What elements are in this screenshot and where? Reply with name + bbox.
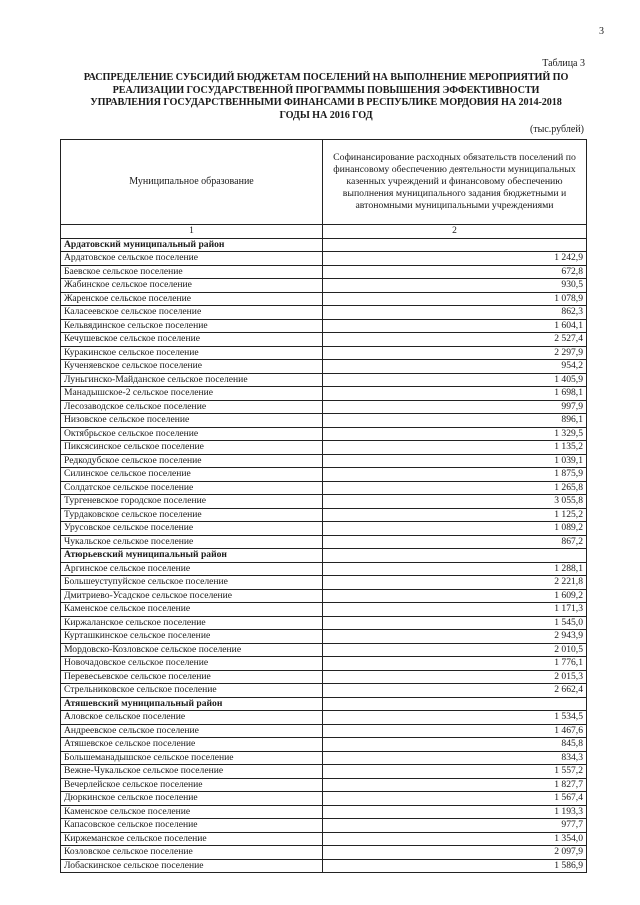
subsidy-value: 1 405,9 bbox=[323, 373, 587, 387]
subsidy-value: 2 097,9 bbox=[323, 846, 587, 860]
district-row bbox=[61, 697, 587, 711]
page-number: 3 bbox=[599, 26, 604, 37]
municipality-name: Кечушевское сельское поселение bbox=[61, 333, 323, 347]
table-row bbox=[61, 387, 587, 401]
subsidy-value: 954,2 bbox=[323, 360, 587, 374]
municipality-name: Большеманадышское сельское поселение bbox=[61, 751, 323, 765]
table-row bbox=[61, 657, 587, 671]
subsidy-value bbox=[323, 549, 587, 563]
municipality-name: Луньгинско-Майданское сельское поселение bbox=[61, 373, 323, 387]
table-row bbox=[61, 535, 587, 549]
subsidy-value: 1 604,1 bbox=[323, 319, 587, 333]
municipality-name: Андреевское сельское поселение bbox=[61, 724, 323, 738]
municipality-name: Большеуступуйское сельское поселение bbox=[61, 576, 323, 590]
subsidy-table bbox=[60, 139, 587, 873]
table-row bbox=[61, 765, 587, 779]
table-row bbox=[61, 319, 587, 333]
subsidy-value: 1 467,6 bbox=[323, 724, 587, 738]
table-row bbox=[61, 643, 587, 657]
table-row bbox=[61, 603, 587, 617]
subsidy-value: 1 557,2 bbox=[323, 765, 587, 779]
subsidy-value: 1 089,2 bbox=[323, 522, 587, 536]
subsidy-value: 1 265,8 bbox=[323, 481, 587, 495]
subsidy-value bbox=[323, 238, 587, 252]
subsidy-value: 1 776,1 bbox=[323, 657, 587, 671]
subsidy-value: 896,1 bbox=[323, 414, 587, 428]
column-header-cofinancing: Софинансирование расходных обязательств поселений по финансовому обеспечению деятельности муниципальных казенных учреждений и финансовому обеспечению выполнения муниципального задания бюджетными и автономными муниципальными учреждениями bbox=[323, 140, 587, 225]
municipality-name: Кельвядинское сельское поселение bbox=[61, 319, 323, 333]
subsidy-value: 1 242,9 bbox=[323, 252, 587, 266]
subsidy-value: 3 055,8 bbox=[323, 495, 587, 509]
municipality-name: Аргинское сельское поселение bbox=[61, 562, 323, 576]
subsidy-value: 930,5 bbox=[323, 279, 587, 293]
municipality-name: Турдаковское сельское поселение bbox=[61, 508, 323, 522]
municipality-name: Каменское сельское поселение bbox=[61, 603, 323, 617]
subsidy-value: 1 171,3 bbox=[323, 603, 587, 617]
table-row bbox=[61, 279, 587, 293]
municipality-name: Новочадовское сельское поселение bbox=[61, 657, 323, 671]
table-row bbox=[61, 711, 587, 725]
column-number-row bbox=[61, 225, 587, 239]
municipality-name: Киржеманское сельское поселение bbox=[61, 832, 323, 846]
subsidy-value: 1 354,0 bbox=[323, 832, 587, 846]
district-name: Атюрьевский муниципальный район bbox=[61, 549, 323, 563]
municipality-name: Ардатовское сельское поселение bbox=[61, 252, 323, 266]
table-row bbox=[61, 589, 587, 603]
table-row bbox=[61, 819, 587, 833]
municipality-name: Солдатское сельское поселение bbox=[61, 481, 323, 495]
title-line: ГОДЫ НА 2016 ГОД bbox=[279, 109, 373, 121]
table-row bbox=[61, 427, 587, 441]
table-row bbox=[61, 495, 587, 509]
municipality-name: Жаренское сельское поселение bbox=[61, 292, 323, 306]
column-number-2: 2 bbox=[323, 225, 587, 239]
municipality-name: Пиксясинское сельское поселение bbox=[61, 441, 323, 455]
subsidy-value: 977,7 bbox=[323, 819, 587, 833]
table-row bbox=[61, 846, 587, 860]
table-row bbox=[61, 576, 587, 590]
title-line: РЕАЛИЗАЦИИ ГОСУДАРСТВЕННОЙ ПРОГРАММЫ ПОВЫШЕНИЯ ЭФФЕКТИВНОСТИ bbox=[112, 84, 540, 96]
column-header-municipality: Муниципальное образование bbox=[61, 140, 323, 225]
municipality-name: Жабинское сельское поселение bbox=[61, 279, 323, 293]
subsidy-value: 1 078,9 bbox=[323, 292, 587, 306]
district-name: Ардатовский муниципальный район bbox=[61, 238, 323, 252]
municipality-name: Чукальское сельское поселение bbox=[61, 535, 323, 549]
table-row bbox=[61, 859, 587, 873]
table-row bbox=[61, 265, 587, 279]
document-title bbox=[50, 72, 602, 122]
municipality-name: Кученяевское сельское поселение bbox=[61, 360, 323, 374]
table-row bbox=[61, 468, 587, 482]
table-row bbox=[61, 832, 587, 846]
municipality-name: Вечерлейское сельское поселение bbox=[61, 778, 323, 792]
table-row bbox=[61, 805, 587, 819]
table-row bbox=[61, 252, 587, 266]
table-row bbox=[61, 562, 587, 576]
municipality-name: Дюркинское сельское поселение bbox=[61, 792, 323, 806]
municipality-name: Каменское сельское поселение bbox=[61, 805, 323, 819]
subsidy-value: 1 125,2 bbox=[323, 508, 587, 522]
subsidy-value: 1 193,3 bbox=[323, 805, 587, 819]
subsidy-value: 1 135,2 bbox=[323, 441, 587, 455]
municipality-name: Стрельниковское сельское поселение bbox=[61, 684, 323, 698]
municipality-name: Курташкинское сельское поселение bbox=[61, 630, 323, 644]
municipality-name: Атяшевское сельское поселение bbox=[61, 738, 323, 752]
municipality-name: Перевесьевское сельское поселение bbox=[61, 670, 323, 684]
municipality-name: Аловское сельское поселение bbox=[61, 711, 323, 725]
municipality-name: Баевское сельское поселение bbox=[61, 265, 323, 279]
table-header-row bbox=[61, 140, 587, 225]
table-label: Таблица 3 bbox=[542, 58, 585, 69]
title-line: УПРАВЛЕНИЯ ГОСУДАРСТВЕННЫМИ ФИНАНСАМИ В РЕСПУБЛИКЕ МОРДОВИЯ НА 2014-2018 bbox=[90, 97, 562, 109]
units-label: (тыс.рублей) bbox=[529, 124, 584, 135]
subsidy-value: 2 943,9 bbox=[323, 630, 587, 644]
municipality-name: Киржаланское сельское поселение bbox=[61, 616, 323, 630]
table-row bbox=[61, 616, 587, 630]
subsidy-value: 2 010,5 bbox=[323, 643, 587, 657]
subsidy-value: 672,8 bbox=[323, 265, 587, 279]
table-row bbox=[61, 684, 587, 698]
subsidy-value: 1 039,1 bbox=[323, 454, 587, 468]
table-row bbox=[61, 670, 587, 684]
subsidy-value: 1 586,9 bbox=[323, 859, 587, 873]
municipality-name: Дмитриево-Усадское сельское поселение bbox=[61, 589, 323, 603]
title-line: РАСПРЕДЕЛЕНИЕ СУБСИДИЙ БЮДЖЕТАМ ПОСЕЛЕНИЙ НА ВЫПОЛНЕНИЕ МЕРОПРИЯТИЙ ПО bbox=[83, 72, 569, 83]
subsidy-value: 2 015,3 bbox=[323, 670, 587, 684]
table-body bbox=[61, 238, 587, 873]
subsidy-value: 1 567,4 bbox=[323, 792, 587, 806]
table-row bbox=[61, 522, 587, 536]
subsidy-value: 1 698,1 bbox=[323, 387, 587, 401]
table-row bbox=[61, 306, 587, 320]
municipality-name: Лобаскинское сельское поселение bbox=[61, 859, 323, 873]
subsidy-value: 862,3 bbox=[323, 306, 587, 320]
municipality-name: Мордовско-Козловское сельское поселение bbox=[61, 643, 323, 657]
subsidy-value: 997,9 bbox=[323, 400, 587, 414]
municipality-name: Урусовское сельское поселение bbox=[61, 522, 323, 536]
table-row bbox=[61, 400, 587, 414]
table-row bbox=[61, 508, 587, 522]
table-row bbox=[61, 414, 587, 428]
district-row bbox=[61, 238, 587, 252]
subsidy-value: 2 297,9 bbox=[323, 346, 587, 360]
table-row bbox=[61, 441, 587, 455]
subsidy-value: 1 545,0 bbox=[323, 616, 587, 630]
subsidy-value: 1 827,7 bbox=[323, 778, 587, 792]
subsidy-value: 1 288,1 bbox=[323, 562, 587, 576]
subsidy-value: 2 221,8 bbox=[323, 576, 587, 590]
table-row bbox=[61, 792, 587, 806]
table-row bbox=[61, 373, 587, 387]
subsidy-value: 867,2 bbox=[323, 535, 587, 549]
district-name: Атяшевский муниципальный район bbox=[61, 697, 323, 711]
subsidy-value: 2 527,4 bbox=[323, 333, 587, 347]
table-row bbox=[61, 360, 587, 374]
table-row bbox=[61, 346, 587, 360]
municipality-name: Низовское сельское поселение bbox=[61, 414, 323, 428]
table-row bbox=[61, 454, 587, 468]
municipality-name: Каласеевское сельское поселение bbox=[61, 306, 323, 320]
table-row bbox=[61, 724, 587, 738]
municipality-name: Капасовское сельское поселение bbox=[61, 819, 323, 833]
subsidy-value bbox=[323, 697, 587, 711]
municipality-name: Тургеневское городское поселение bbox=[61, 495, 323, 509]
municipality-name: Лесозаводское сельское поселение bbox=[61, 400, 323, 414]
municipality-name: Козловское сельское поселение bbox=[61, 846, 323, 860]
table-row bbox=[61, 778, 587, 792]
subsidy-value: 834,3 bbox=[323, 751, 587, 765]
municipality-name: Вежне-Чукальское сельское поселение bbox=[61, 765, 323, 779]
municipality-name: Манадышское-2 сельское поселение bbox=[61, 387, 323, 401]
column-number-1: 1 bbox=[61, 225, 323, 239]
municipality-name: Редкодубское сельское поселение bbox=[61, 454, 323, 468]
subsidy-value: 845,8 bbox=[323, 738, 587, 752]
municipality-name: Куракинское сельское поселение bbox=[61, 346, 323, 360]
subsidy-value: 1 534,5 bbox=[323, 711, 587, 725]
table-row bbox=[61, 333, 587, 347]
table-row bbox=[61, 630, 587, 644]
subsidy-value: 1 329,5 bbox=[323, 427, 587, 441]
table-row bbox=[61, 292, 587, 306]
table-row bbox=[61, 751, 587, 765]
subsidy-value: 1 609,2 bbox=[323, 589, 587, 603]
municipality-name: Силинское сельское поселение bbox=[61, 468, 323, 482]
subsidy-value: 1 875,9 bbox=[323, 468, 587, 482]
municipality-name: Октябрьское сельское поселение bbox=[61, 427, 323, 441]
district-row bbox=[61, 549, 587, 563]
table-row bbox=[61, 738, 587, 752]
subsidy-value: 2 662,4 bbox=[323, 684, 587, 698]
table-row bbox=[61, 481, 587, 495]
